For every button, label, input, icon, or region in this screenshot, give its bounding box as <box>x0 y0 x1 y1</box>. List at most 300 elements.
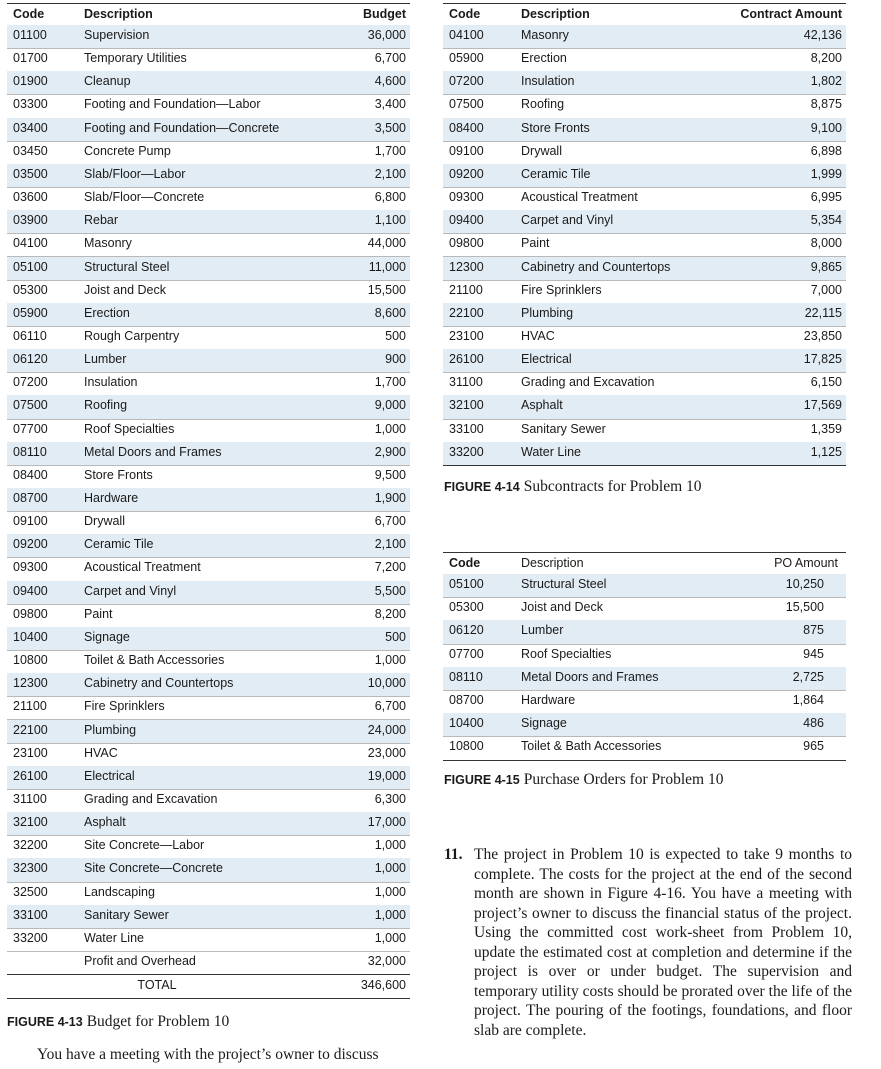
subcontracts-cell-amount: 9,100 <box>810 120 842 135</box>
budget-cell-amount: 5,500 <box>374 583 406 598</box>
subcontracts-row <box>443 118 846 142</box>
subcontracts-cell-description: Paint <box>521 236 550 251</box>
purchase-orders-header-description: Description <box>521 556 584 570</box>
purchase-orders-cell-description: Roof Specialties <box>521 646 612 661</box>
budget-cell-amount: 1,000 <box>374 421 406 436</box>
budget-cell-code: 26100 <box>13 768 48 783</box>
budget-cell-code: 32100 <box>13 815 48 830</box>
budget-cell-amount: 6,700 <box>374 699 406 714</box>
budget-cell-description: Grading and Excavation <box>84 791 218 806</box>
purchase-orders-table-header <box>443 552 846 576</box>
budget-header-amount: Budget <box>362 7 406 21</box>
budget-row <box>7 118 410 142</box>
subcontracts-cell-code: 23100 <box>449 328 484 343</box>
budget-cell-description: Store Fronts <box>84 467 153 482</box>
budget-cell-description: Erection <box>84 305 130 320</box>
budget-row <box>7 511 410 535</box>
budget-cell-code: 22100 <box>13 722 48 737</box>
budget-cell-code: 07200 <box>13 375 48 390</box>
budget-row <box>7 257 410 281</box>
budget-cell-code: 03900 <box>13 213 48 228</box>
budget-cell-code: 07700 <box>13 421 48 436</box>
subcontracts-cell-code: 07200 <box>449 74 484 89</box>
budget-cell-code: 31100 <box>13 791 47 806</box>
budget-cell-amount: 1,000 <box>374 838 406 853</box>
budget-cell-description: Site Concrete—Concrete <box>84 861 223 876</box>
budget-row <box>7 882 410 906</box>
budget-row <box>7 488 410 512</box>
budget-cell-amount: 3,400 <box>374 97 406 112</box>
budget-row <box>7 696 410 720</box>
subcontracts-row <box>443 233 846 257</box>
budget-cell-description: Paint <box>84 606 113 621</box>
budget-cell-description: Roof Specialties <box>84 421 175 436</box>
budget-row <box>7 187 410 211</box>
subcontracts-cell-amount: 22,115 <box>804 305 842 320</box>
budget-cell-description: HVAC <box>84 745 118 760</box>
budget-row <box>7 465 410 489</box>
purchase-orders-cell-description: Joist and Deck <box>521 600 603 615</box>
budget-cell-code: 21100 <box>13 699 47 714</box>
budget-cell-code: 05300 <box>13 282 48 297</box>
subcontracts-cell-amount: 42,136 <box>803 28 842 42</box>
purchase-orders-cell-description: Lumber <box>521 623 564 638</box>
subcontracts-cell-amount: 8,200 <box>810 51 842 66</box>
budget-cell-amount: 1,700 <box>374 375 406 390</box>
subcontracts-cell-description: Drywall <box>521 143 562 158</box>
budget-row <box>7 442 410 466</box>
budget-cell-amount: 4,600 <box>374 74 406 89</box>
budget-cell-amount: 1,000 <box>374 861 406 876</box>
problem-11 <box>444 845 852 1040</box>
subcontracts-cell-description: Asphalt <box>521 398 563 413</box>
subcontracts-row <box>443 187 846 211</box>
subcontracts-cell-description: Fire Sprinklers <box>521 282 602 297</box>
budget-cell-amount: 11,000 <box>368 259 406 274</box>
purchase-orders-cell-code: 10800 <box>449 739 484 754</box>
budget-cell-amount: 2,100 <box>374 537 406 552</box>
purchase-orders-cell-amount: 2,725 <box>792 669 824 684</box>
budget-row <box>7 720 410 744</box>
budget-cell-amount: 1,000 <box>374 653 406 668</box>
budget-cell-code: 32200 <box>13 838 48 853</box>
subcontracts-row <box>443 257 846 281</box>
subcontracts-cell-code: 09400 <box>449 213 484 228</box>
subcontracts-row <box>443 419 846 443</box>
budget-row <box>7 835 410 859</box>
budget-row <box>7 581 410 605</box>
purchase-orders-row <box>443 644 846 668</box>
purchase-orders-header-code: Code <box>449 556 481 570</box>
subcontracts-row <box>443 141 846 165</box>
budget-cell-description: Structural Steel <box>84 259 170 274</box>
subcontracts-cell-description: Electrical <box>521 352 572 367</box>
purchase-orders-cell-code: 08700 <box>449 693 484 707</box>
purchase-orders-cell-amount: 1,864 <box>792 693 824 707</box>
budget-cell-code: 08700 <box>13 491 48 505</box>
budget-row <box>7 25 410 49</box>
budget-caption-text: Budget for Problem 10 <box>86 1013 230 1030</box>
budget-cell-code: 05900 <box>13 305 48 320</box>
budget-cell-code: 09200 <box>13 537 48 552</box>
purchase-orders-cell-amount: 945 <box>803 646 824 661</box>
budget-cell-code: 10400 <box>13 629 48 644</box>
purchase-orders-cell-description: Signage <box>521 716 567 731</box>
subcontracts-row <box>443 395 846 419</box>
budget-cell-description: Acoustical Treatment <box>84 560 201 575</box>
budget-cell-description: Rebar <box>84 213 119 228</box>
budget-row <box>7 905 410 929</box>
subcontracts-cell-code: 22100 <box>449 305 484 320</box>
subcontracts-cell-code: 33100 <box>449 421 484 436</box>
purchase-orders-cell-amount: 486 <box>803 716 824 731</box>
budget-cell-code: 06120 <box>13 352 48 367</box>
subcontracts-cell-code: 07500 <box>449 97 484 112</box>
problem-11-number: 11. <box>444 846 463 863</box>
budget-row <box>7 419 410 443</box>
budget-cell-description: Cleanup <box>84 74 131 89</box>
purchase-orders-cell-code: 06120 <box>449 623 484 638</box>
subcontracts-table <box>443 3 846 473</box>
budget-cell-amount: 7,200 <box>374 560 406 575</box>
budget-cell-description: Carpet and Vinyl <box>84 583 177 598</box>
subcontracts-row <box>443 210 846 234</box>
budget-cell-description: Joist and Deck <box>84 282 166 297</box>
budget-cell-amount: 19,000 <box>367 768 406 783</box>
budget-cell-amount: 23,000 <box>367 745 406 760</box>
subcontracts-cell-amount: 1,359 <box>810 421 842 436</box>
purchase-orders-table <box>443 552 846 767</box>
purchase-orders-cell-code: 08110 <box>449 669 483 684</box>
purchase-orders-row <box>443 597 846 621</box>
subcontracts-cell-code: 05900 <box>449 51 484 66</box>
budget-cell-amount: 8,600 <box>374 305 406 320</box>
budget-cell-description: Landscaping <box>84 884 155 899</box>
budget-row <box>7 141 410 165</box>
budget-cell-code: 08400 <box>13 467 48 482</box>
budget-cell-amount: 1,000 <box>374 907 406 922</box>
subcontracts-cell-amount: 8,000 <box>810 236 842 251</box>
budget-cell-amount: 10,000 <box>367 676 406 691</box>
budget-cell-description: Supervision <box>84 28 150 42</box>
budget-cell-description: Lumber <box>84 352 127 367</box>
budget-cell-amount: 1,700 <box>374 143 406 158</box>
subcontracts-cell-code: 33200 <box>449 444 484 459</box>
budget-cell-code: 32500 <box>13 884 48 899</box>
budget-cell-code: 32300 <box>13 861 48 876</box>
budget-row <box>7 557 410 581</box>
budget-cell-amount: 9,000 <box>374 398 406 413</box>
budget-caption-label: FIGURE 4-13 <box>7 1015 83 1029</box>
budget-cell-amount: 15,500 <box>367 282 406 297</box>
budget-cell-description: Profit and Overhead <box>84 954 196 968</box>
budget-cell-code: 10800 <box>13 653 48 668</box>
budget-caption <box>7 1013 229 1031</box>
budget-cell-amount: 6,700 <box>374 51 406 66</box>
budget-row <box>7 627 410 651</box>
budget-cell-description: Hardware <box>84 491 139 505</box>
subcontracts-row <box>443 25 846 49</box>
continuation-paragraph: You have a meeting with the project’s owner to discuss <box>37 1046 379 1063</box>
budget-row <box>7 604 410 628</box>
budget-cell-description: Concrete Pump <box>84 143 171 158</box>
subcontracts-cell-amount: 8,875 <box>810 97 842 112</box>
subcontracts-cell-code: 09800 <box>449 236 484 251</box>
subcontracts-cell-amount: 23,850 <box>803 328 842 343</box>
budget-cell-code: 03500 <box>13 166 48 181</box>
subcontracts-row <box>443 164 846 188</box>
budget-cell-code: 09300 <box>13 560 48 575</box>
subcontracts-cell-amount: 5,354 <box>810 213 842 228</box>
budget-cell-code: 05100 <box>13 259 48 274</box>
purchase-orders-row <box>443 574 846 598</box>
budget-cell-code: 33200 <box>13 930 48 945</box>
budget-row <box>7 743 410 767</box>
budget-cell-description: Temporary Utilities <box>84 51 187 66</box>
budget-cell-code: 01900 <box>13 74 48 89</box>
budget-cell-code: 03600 <box>13 190 48 205</box>
budget-cell-amount: 900 <box>385 352 406 367</box>
purchase-orders-row <box>443 713 846 737</box>
budget-cell-amount: 346,600 <box>360 978 406 993</box>
budget-cell-description: Ceramic Tile <box>84 537 154 552</box>
budget-cell-description: Signage <box>84 629 130 644</box>
purchase-orders-row <box>443 690 846 714</box>
budget-cell-code: 33100 <box>13 907 48 922</box>
budget-cell-amount: 17,000 <box>367 815 406 830</box>
subcontracts-table-header <box>443 3 846 27</box>
budget-header-code: Code <box>13 7 45 21</box>
budget-table <box>7 3 410 1003</box>
budget-row <box>7 766 410 790</box>
budget-cell-code: 08110 <box>13 444 47 459</box>
budget-cell-description: Drywall <box>84 514 125 529</box>
budget-cell-amount: 1,900 <box>374 491 406 505</box>
budget-table-header <box>7 3 410 27</box>
budget-cell-description: Site Concrete—Labor <box>84 838 205 853</box>
subcontracts-cell-description: Grading and Excavation <box>521 375 655 390</box>
subcontracts-row <box>443 94 846 118</box>
purchase-orders-row <box>443 667 846 691</box>
subcontracts-cell-amount: 1,125 <box>810 444 842 459</box>
subcontracts-cell-description: Insulation <box>521 74 575 89</box>
subcontracts-row <box>443 326 846 350</box>
subcontracts-cell-code: 04100 <box>449 28 484 42</box>
budget-cell-code: 09100 <box>13 514 48 529</box>
budget-cell-amount: 1,100 <box>374 213 406 228</box>
budget-cell-amount: 44,000 <box>367 236 406 251</box>
budget-cell-description: Footing and Foundation—Labor <box>84 97 261 112</box>
subcontracts-cell-amount: 9,865 <box>810 259 842 274</box>
budget-cell-amount: 9,500 <box>374 467 406 482</box>
subcontracts-cell-code: 09200 <box>449 166 484 181</box>
budget-cell-amount: 6,800 <box>374 190 406 205</box>
subcontracts-cell-amount: 1,999 <box>810 166 842 181</box>
budget-row <box>7 326 410 350</box>
subcontracts-cell-description: Store Fronts <box>521 120 590 135</box>
budget-cell-amount: 36,000 <box>367 28 406 42</box>
budget-row <box>7 951 410 975</box>
subcontracts-row <box>443 280 846 304</box>
subcontracts-header-code: Code <box>449 7 481 21</box>
subcontracts-cell-amount: 17,825 <box>803 352 842 367</box>
subcontracts-cell-amount: 7,000 <box>810 282 842 297</box>
budget-cell-description: Sanitary Sewer <box>84 907 169 922</box>
budget-cell-amount: 32,000 <box>367 954 406 968</box>
purchase-orders-cell-amount: 965 <box>803 739 824 754</box>
budget-cell-amount: 6,700 <box>374 514 406 529</box>
subcontracts-caption-label: FIGURE 4-14 <box>444 480 520 494</box>
budget-cell-code: 01700 <box>13 51 48 66</box>
subcontracts-cell-description: Carpet and Vinyl <box>521 213 614 228</box>
budget-row <box>7 303 410 327</box>
budget-cell-description: Footing and Foundation—Concrete <box>84 120 280 135</box>
budget-row <box>7 349 410 373</box>
budget-cell-description: Rough Carpentry <box>84 328 180 343</box>
subcontracts-cell-code: 26100 <box>449 352 484 367</box>
budget-cell-code: 09800 <box>13 606 48 621</box>
budget-cell-amount: 3,500 <box>374 120 406 135</box>
budget-row <box>7 48 410 72</box>
subcontracts-cell-code: 21100 <box>449 282 483 297</box>
budget-cell-code: 03450 <box>13 143 48 158</box>
budget-cell-amount: 24,000 <box>367 722 406 737</box>
budget-cell-amount: 8,200 <box>374 606 406 621</box>
budget-cell-description: Metal Doors and Frames <box>84 444 222 459</box>
subcontracts-row <box>443 48 846 72</box>
subcontracts-caption <box>444 478 702 496</box>
subcontracts-cell-code: 09300 <box>449 190 484 205</box>
purchase-orders-cell-description: Hardware <box>521 693 576 707</box>
subcontracts-row <box>443 349 846 373</box>
budget-cell-description: Plumbing <box>84 722 137 737</box>
budget-cell-description: Insulation <box>84 375 138 390</box>
purchase-orders-cell-description: Metal Doors and Frames <box>521 669 659 684</box>
purchase-orders-caption-text: Purchase Orders for Problem 10 <box>523 771 724 788</box>
budget-header-description: Description <box>84 7 153 21</box>
budget-row <box>7 71 410 95</box>
budget-row <box>7 928 410 952</box>
subcontracts-cell-description: Ceramic Tile <box>521 166 591 181</box>
purchase-orders-row <box>443 620 846 644</box>
subcontracts-cell-code: 31100 <box>449 375 483 390</box>
subcontracts-cell-description: HVAC <box>521 328 555 343</box>
budget-cell-description: Electrical <box>84 768 135 783</box>
subcontracts-row <box>443 442 846 466</box>
budget-cell-code: 03300 <box>13 97 48 112</box>
subcontracts-cell-code: 08400 <box>449 120 484 135</box>
subcontracts-cell-description: Plumbing <box>521 305 574 320</box>
budget-row <box>7 650 410 674</box>
purchase-orders-caption <box>444 771 723 789</box>
budget-cell-description: Slab/Floor—Labor <box>84 166 186 181</box>
purchase-orders-cell-code: 10400 <box>449 716 484 731</box>
subcontracts-header-description: Description <box>521 7 590 21</box>
budget-cell-description: Fire Sprinklers <box>84 699 165 714</box>
budget-row <box>7 673 410 697</box>
budget-cell-amount: 6,300 <box>374 791 406 806</box>
budget-cell-amount: 1,000 <box>374 930 406 945</box>
budget-cell-code: 07500 <box>13 398 48 413</box>
budget-row <box>7 372 410 396</box>
budget-row <box>7 164 410 188</box>
subcontracts-caption-text: Subcontracts for Problem 10 <box>523 478 702 495</box>
budget-row <box>7 789 410 813</box>
subcontracts-cell-code: 09100 <box>449 143 484 158</box>
subcontracts-cell-amount: 17,569 <box>803 398 842 413</box>
subcontracts-cell-description: Acoustical Treatment <box>521 190 638 205</box>
purchase-orders-cell-amount: 10,250 <box>785 577 824 591</box>
subcontracts-cell-amount: 6,898 <box>810 143 842 158</box>
subcontracts-cell-amount: 1,802 <box>810 74 842 89</box>
budget-row <box>7 233 410 257</box>
subcontracts-cell-description: Erection <box>521 51 567 66</box>
subcontracts-row <box>443 372 846 396</box>
budget-cell-description: Cabinetry and Countertops <box>84 676 234 691</box>
budget-cell-description: Slab/Floor—Concrete <box>84 190 205 205</box>
budget-cell-code: 12300 <box>13 676 48 691</box>
subcontracts-cell-description: Masonry <box>521 28 569 42</box>
budget-row <box>7 812 410 836</box>
budget-cell-amount: 2,900 <box>374 444 406 459</box>
budget-cell-code: 04100 <box>13 236 48 251</box>
budget-cell-description: TOTAL <box>137 978 177 993</box>
budget-row <box>7 395 410 419</box>
budget-cell-description: Water Line <box>84 930 144 945</box>
subcontracts-cell-description: Roofing <box>521 97 565 112</box>
problem-11-text: The project in Problem 10 is expected to take 9 months to complete. The costs for the project at the end of the second month are shown in Figure 4-16. You have a meeting with project’s owner to discuss the financial status of the project. Using the committed cost work-sheet from Problem 10, update the estimated cost at completion and determine if the project is over or under budget. The supervision and temporary utility costs should be prorated over the life of the project. The pouring of the footings, foundations, and floor slab are complete. <box>474 846 852 1039</box>
purchase-orders-cell-amount: 15,500 <box>785 600 824 615</box>
purchase-orders-cell-description: Toilet & Bath Accessories <box>521 739 662 754</box>
subcontracts-cell-amount: 6,150 <box>810 375 842 390</box>
budget-cell-code: 06110 <box>13 328 47 343</box>
subcontracts-cell-description: Water Line <box>521 444 581 459</box>
subcontracts-cell-code: 32100 <box>449 398 484 413</box>
subcontracts-row <box>443 303 846 327</box>
subcontracts-cell-amount: 6,995 <box>810 190 842 205</box>
purchase-orders-cell-code: 05100 <box>449 577 484 591</box>
budget-cell-amount: 500 <box>385 328 406 343</box>
purchase-orders-row <box>443 736 846 760</box>
budget-cell-description: Toilet & Bath Accessories <box>84 653 225 668</box>
subcontracts-cell-description: Sanitary Sewer <box>521 421 606 436</box>
budget-cell-code: 09400 <box>13 583 48 598</box>
purchase-orders-header-amount: PO Amount <box>774 556 838 570</box>
purchase-orders-cell-code: 05300 <box>449 600 484 615</box>
budget-cell-description: Masonry <box>84 236 132 251</box>
budget-row <box>7 534 410 558</box>
budget-row <box>7 858 410 882</box>
budget-cell-amount: 2,100 <box>374 166 406 181</box>
budget-cell-amount: 500 <box>385 629 406 644</box>
subcontracts-cell-description: Cabinetry and Countertops <box>521 259 671 274</box>
budget-cell-description: Roofing <box>84 398 128 413</box>
budget-row <box>7 280 410 304</box>
purchase-orders-caption-label: FIGURE 4-15 <box>444 773 520 787</box>
subcontracts-row <box>443 71 846 95</box>
budget-row <box>7 210 410 234</box>
budget-cell-code: 03400 <box>13 120 48 135</box>
budget-cell-code: 01100 <box>13 28 47 42</box>
purchase-orders-cell-description: Structural Steel <box>521 577 607 591</box>
purchase-orders-cell-amount: 875 <box>803 623 824 638</box>
budget-cell-description: Asphalt <box>84 815 126 830</box>
budget-cell-code: 23100 <box>13 745 48 760</box>
subcontracts-header-amount: Contract Amount <box>740 7 842 21</box>
purchase-orders-cell-code: 07700 <box>449 646 484 661</box>
budget-row <box>7 94 410 118</box>
budget-row <box>7 974 410 999</box>
